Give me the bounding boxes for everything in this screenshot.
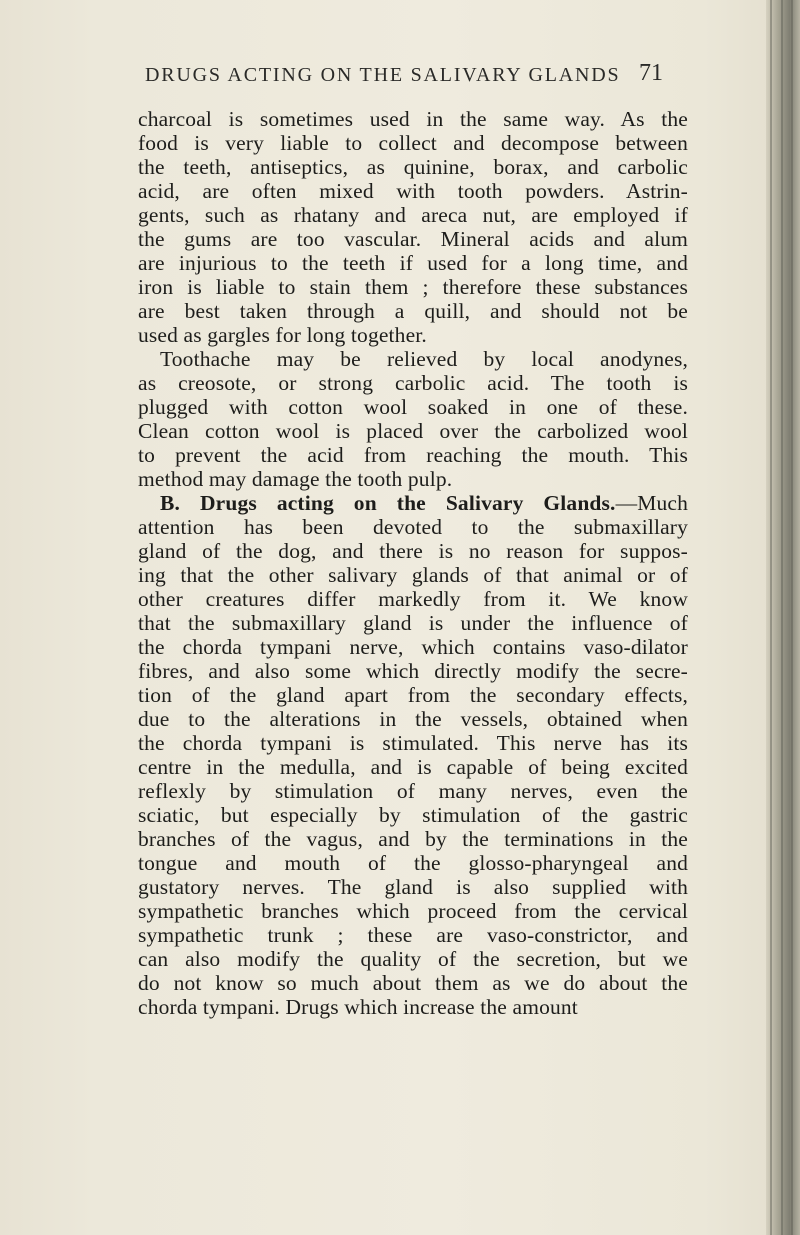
text-line: centre in the medulla, and is capable of being excited: [138, 755, 688, 779]
text-line: gustatory nerves. The gland is also supplied with: [138, 875, 688, 899]
text-line: can also modify the quality of the secretion, but we: [138, 947, 688, 971]
text-line: method may damage the tooth pulp.: [138, 467, 453, 491]
text-line: the chorda tympani nerve, which contains vaso-dilator: [138, 635, 688, 659]
text-line: are injurious to the teeth if used for a long time, and: [138, 251, 688, 275]
section-start-line: [138, 491, 688, 515]
text-line: to prevent the acid from reaching the mouth. This: [138, 443, 688, 467]
text-line: sympathetic trunk ; these are vaso-constrictor, and: [138, 923, 688, 947]
section-start-text: —Much: [615, 491, 688, 515]
text-line: do not know so much about them as we do about the: [138, 971, 688, 995]
text-line: ing that the other salivary glands of that animal or of: [138, 563, 688, 587]
text-line: fibres, and also some which directly modify the secre-: [138, 659, 688, 683]
text-line: reflexly by stimulation of many nerves, even the: [138, 779, 688, 803]
gutter-line: [770, 0, 772, 1235]
gutter-line: [791, 0, 793, 1235]
running-header: [145, 60, 675, 92]
text-line: due to the alterations in the vessels, obtained when: [138, 707, 688, 731]
text-line: as creosote, or strong carbolic acid. The tooth is: [138, 371, 688, 395]
text-line: are best taken through a quill, and should not be: [138, 299, 688, 323]
text-line: chorda tympani. Drugs which increase the amount: [138, 995, 578, 1019]
gutter-line: [781, 0, 783, 1235]
paragraph-start: Toothache may be relieved by local anodynes,: [160, 347, 688, 371]
text-line: branches of the vagus, and by the terminations in the: [138, 827, 688, 851]
text-line: the gums are too vascular. Mineral acids and alum: [138, 227, 688, 251]
text-line: acid, are often mixed with tooth powders. Astrin-: [138, 179, 688, 203]
text-line: iron is liable to stain them ; therefore these substances: [138, 275, 688, 299]
text-line: tongue and mouth of the glosso-pharyngeal and: [138, 851, 688, 875]
section-b-label: B. Drugs acting on the Salivary Glands.: [160, 491, 616, 515]
text-line: sciatic, but especially by stimulation of the gastric: [138, 803, 688, 827]
text-line: Clean cotton wool is placed over the carbolized wool: [138, 419, 688, 443]
running-title: DRUGS ACTING ON THE SALIVARY GLANDS: [145, 64, 621, 86]
text-line: charcoal is sometimes used in the same way. As the: [138, 107, 688, 131]
text-line: gents, such as rhatany and areca nut, are employed if: [138, 203, 688, 227]
text-line: that the submaxillary gland is under the influence of: [138, 611, 688, 635]
page-number: 71: [639, 60, 663, 86]
book-gutter: [766, 0, 800, 1235]
text-line: sympathetic branches which proceed from the cervical: [138, 899, 688, 923]
body-text: [138, 107, 688, 1019]
text-line: the teeth, antiseptics, as quinine, borax, and carbolic: [138, 155, 688, 179]
text-line: attention has been devoted to the submaxillary: [138, 515, 688, 539]
text-line: tion of the gland apart from the secondary effects,: [138, 683, 688, 707]
text-line: used as gargles for long together.: [138, 323, 427, 347]
text-line: gland of the dog, and there is no reason for suppos-: [138, 539, 688, 563]
text-line: food is very liable to collect and decompose between: [138, 131, 688, 155]
text-line: the chorda tympani is stimulated. This nerve has its: [138, 731, 688, 755]
text-line: other creatures differ markedly from it. We know: [138, 587, 688, 611]
text-line: plugged with cotton wool soaked in one of these.: [138, 395, 688, 419]
